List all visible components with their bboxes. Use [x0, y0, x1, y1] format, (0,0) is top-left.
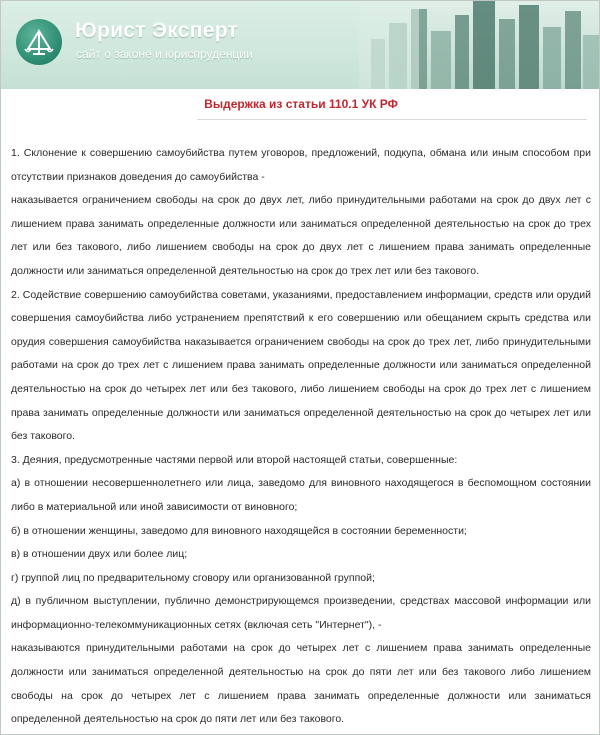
paragraph: наказывается ограничением свободы на срок до двух лет, либо принудительными работами на срок до двух лет с лишением права занимать определенные должности или заниматься определенной деятельностью на срок до трех лет или без такового, либо лишением свободы на срок до двух лет с лишением права занимать определенные должности или заниматься определенной деятельностью на срок до трех лет или без такового.	[11, 194, 591, 277]
title-divider	[197, 119, 587, 120]
paragraph: 2. Содействие совершению самоубийства советами, указаниями, предоставлением информации, средств или орудий совершения самоубийства либо устранением препятствий к его совершению или обещанием скрыть средства или орудия совершения самоубийства наказывается ограничением свободы на срок до трех лет, либо принудительными работами на срок до трех лет с лишением права занимать определенные должности или заниматься определенной деятельностью на срок до четырех лет или без такового, либо лишением свободы на срок до трех лет с лишением права занимать определенные должности или заниматься определенной деятельностью на срок до четырех лет или без такового.	[11, 288, 591, 443]
paragraph: в) в отношении двух или более лиц;	[11, 548, 188, 561]
paragraph: а) в отношении несовершеннолетнего или лица, заведомо для виновного находящегося в беспомощном состоянии либо в материальной или иной зависимости от виновного;	[11, 477, 591, 513]
paragraph: 1. Склонение к совершению самоубийства путем уговоров, предложений, подкупа, обмана или иным способом при отсутствии признаков доведения до самоубийства -	[11, 147, 591, 183]
skyline-image	[359, 1, 599, 89]
logo-icon[interactable]	[16, 19, 62, 65]
paragraph: наказываются принудительными работами на срок до четырех лет с лишением права занимать определенные должности или заниматься определенной деятельностью на срок до пяти лет или без такового либо лишением свободы на срок до четырех лет с лишением права занимать определенные должности или заниматься определенной деятельностью на срок до пяти лет или без такового.	[11, 642, 591, 726]
site-header	[1, 1, 599, 89]
paragraph: д) в публичном выступлении, публично демонстрирующемся произведении, средствах массовой информации или информационно-телекоммуникационных сетях (включая сеть "Интернет"), -	[11, 595, 591, 631]
brand-subtitle: сайт о законе и юриспруденции	[76, 47, 253, 61]
article-text	[11, 142, 591, 732]
paragraph: 3. Деяния, предусмотренные частями первой или второй настоящей статьи, совершенные:	[11, 453, 458, 466]
brand-title: Юрист Эксперт	[75, 19, 239, 42]
document-title: Выдержка из статьи 110.1 УК РФ	[204, 97, 398, 111]
paragraph: г) группой лиц по предварительному сговору или организованной группой;	[11, 571, 375, 584]
paragraph: б) в отношении женщины, заведомо для виновного находящейся в состоянии беременности;	[11, 524, 467, 537]
